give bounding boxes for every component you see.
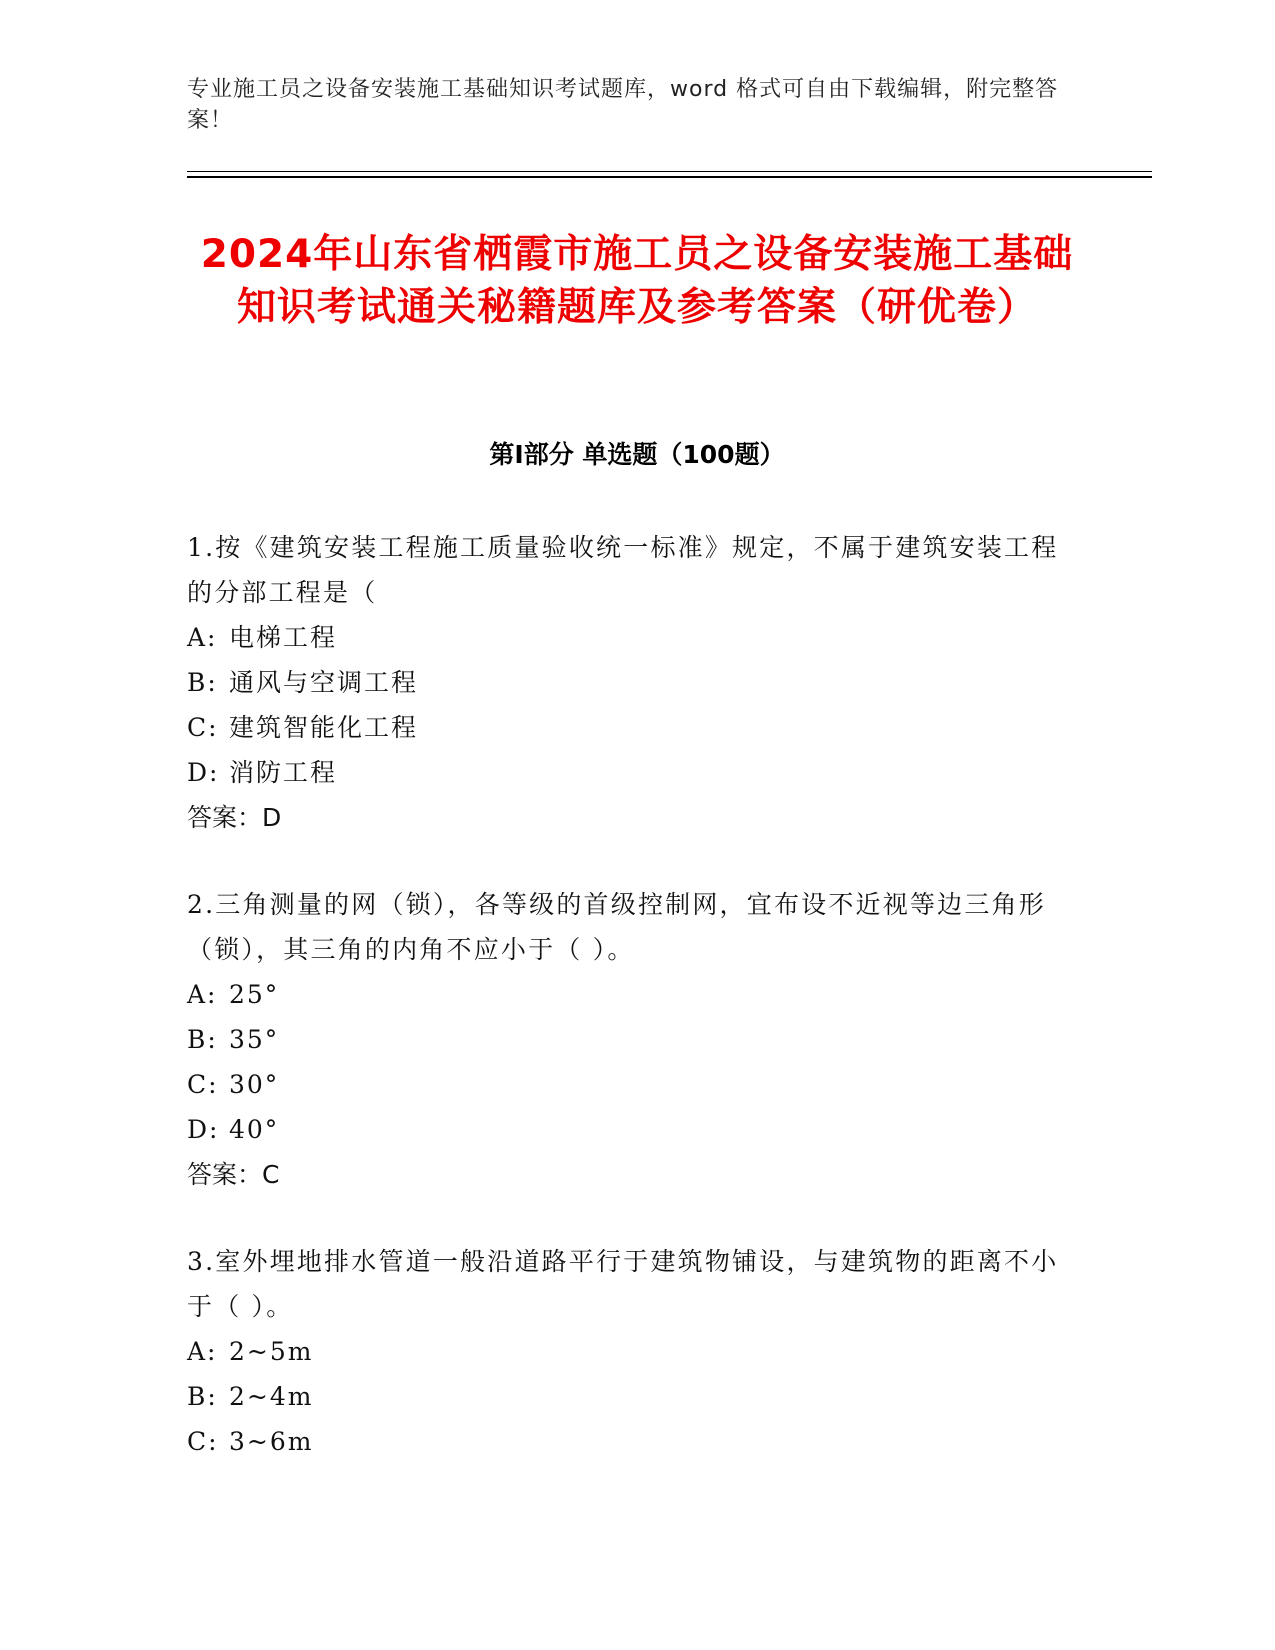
option-text: 25° xyxy=(229,980,280,1009)
option-text: 35° xyxy=(229,1025,280,1054)
option-letter: B: xyxy=(187,1382,218,1411)
option-letter: A: xyxy=(187,1337,218,1366)
document-title: 2024年山东省栖霞市施工员之设备安装施工基础知识考试通关秘籍题库及参考答案（研优卷） xyxy=(200,232,1074,330)
question-option-d xyxy=(187,750,1067,795)
question-option-c xyxy=(187,705,1067,750)
question-option-a xyxy=(187,615,1067,660)
question-stem: 2.三角测量的网（锁），各等级的首级控制网，宜布设不近视等边三角形（锁），其三角的内角不应小于（ ）。 xyxy=(187,890,1046,964)
option-letter: C: xyxy=(187,713,219,742)
question-stem: 3.室外埋地排水管道一般沿道路平行于建筑物铺设，与建筑物的距离不小于（ ）。 xyxy=(187,1247,1059,1321)
question-option-b xyxy=(187,1374,1067,1419)
option-text: 消防工程 xyxy=(229,758,338,787)
option-letter: C: xyxy=(187,1427,219,1456)
question-1 xyxy=(187,525,1067,840)
question-list xyxy=(187,525,1067,1506)
option-text: 通风与空调工程 xyxy=(229,668,419,697)
header-divider-thin xyxy=(187,171,1152,172)
header-divider-thick xyxy=(187,176,1152,178)
option-text: 建筑智能化工程 xyxy=(229,713,419,742)
question-stem: 1.按《建筑安装工程施工质量验收统一标准》规定，不属于建筑安装工程的分部工程是（ xyxy=(187,533,1059,607)
option-text: 电梯工程 xyxy=(229,623,338,652)
option-letter: C: xyxy=(187,1070,219,1099)
option-text: 3~6m xyxy=(229,1427,314,1456)
question-option-b xyxy=(187,660,1067,705)
question-option-b xyxy=(187,1017,1067,1062)
option-letter: B: xyxy=(187,668,218,697)
question-3 xyxy=(187,1239,1067,1464)
option-letter: D: xyxy=(187,758,220,787)
question-answer: 答案：D xyxy=(187,803,282,832)
question-2 xyxy=(187,882,1067,1197)
option-text: 40° xyxy=(229,1115,280,1144)
question-option-a xyxy=(187,1329,1067,1374)
question-option-d xyxy=(187,1107,1067,1152)
option-letter: A: xyxy=(187,623,218,652)
section-title: 第I部分 单选题（100题） xyxy=(489,440,785,469)
option-text: 30° xyxy=(229,1070,280,1099)
option-text: 2~4m xyxy=(229,1382,314,1411)
question-option-a xyxy=(187,972,1067,1017)
question-answer: 答案：C xyxy=(187,1160,280,1189)
option-text: 2~5m xyxy=(229,1337,314,1366)
option-letter: B: xyxy=(187,1025,218,1054)
question-option-c xyxy=(187,1419,1067,1464)
option-letter: D: xyxy=(187,1115,220,1144)
option-letter: A: xyxy=(187,980,218,1009)
header-note: 专业施工员之设备安装施工基础知识考试题库，word 格式可自由下载编辑，附完整答案！ xyxy=(187,77,1059,133)
question-option-c xyxy=(187,1062,1067,1107)
